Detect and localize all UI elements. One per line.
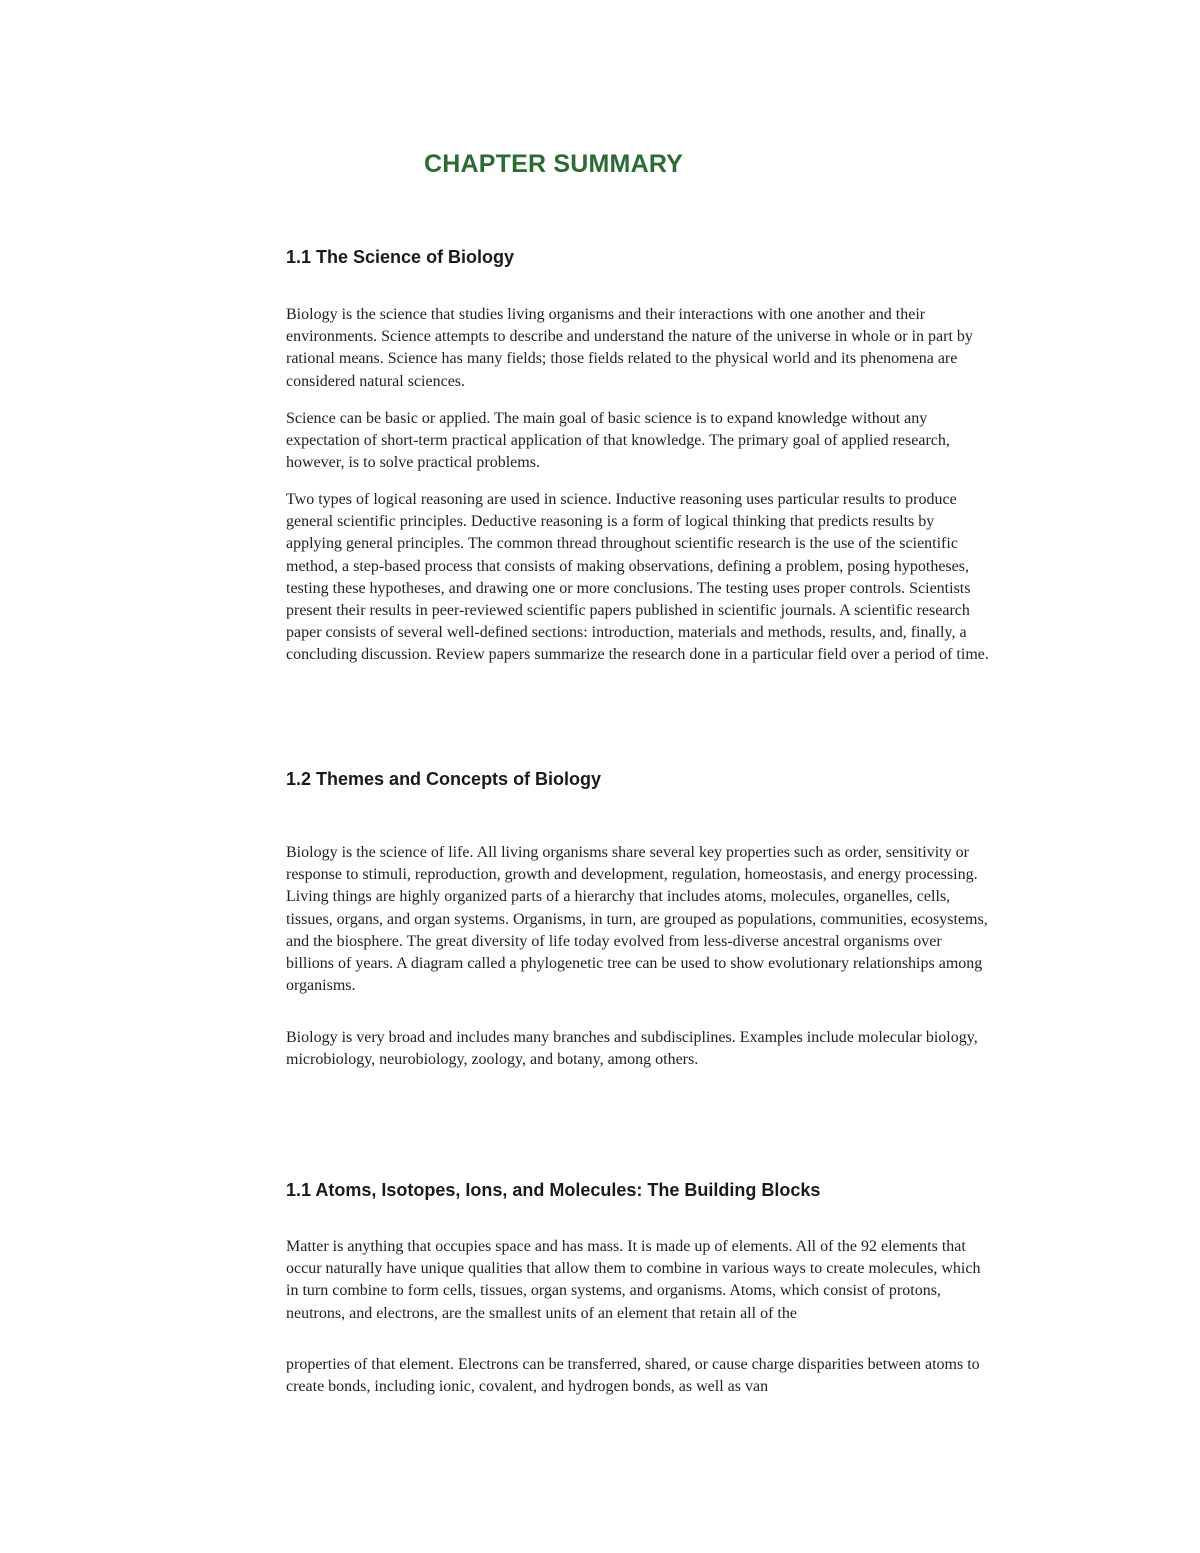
section-heading-3: 1.1 Atoms, Isotopes, Ions, and Molecules: The Building Blocks	[286, 1180, 821, 1200]
section-2-paragraph-1: Biology is the science of life. All living organisms share several key properties such as order, sensitivity or response to stimuli, reproduction, growth and development, regulation, homeostasis, and energy processing. Living things are highly organized parts of a hierarchy that includes atoms, molecules, organelles, cells, tissues, organs, and organ systems. Organisms, in turn, are grouped as populations, communities, ecosystems, and the biosphere. The great diversity of life today evolved from less-diverse ancestral organisms over billions of years. A diagram called a phylogenetic tree can be used to show evolutionary relationships among organisms.	[286, 844, 988, 995]
section-1-paragraph-3: Two types of logical reasoning are used in science. Inductive reasoning uses particular results to produce general scientific principles. Deductive reasoning is a form of logical thinking that predicts results by applying general principles. The common thread throughout scientific research is the use of the scientific method, a step-based process that consists of making observations, defining a problem, posing hypotheses, testing these hypotheses, and drawing one or more conclusions. The testing uses proper controls. Scientists present their results in peer-reviewed scientific papers published in scientific journals. A scientific research paper consists of several well-defined sections: introduction, materials and methods, results, and, finally, a concluding discussion. Review papers summarize the research done in a particular field over a period of time.	[286, 491, 989, 664]
section-heading-2: 1.2 Themes and Concepts of Biology	[286, 769, 602, 789]
section-3-paragraph-1: Matter is anything that occupies space and has mass. It is made up of elements. All of the 92 elements that occur naturally have unique qualities that allow them to combine in various ways to create molecules, which in turn combine to form cells, tissues, organ systems, and organisms. Atoms, which consist of protons, neutrons, and electrons, are the smallest units of an element that retain all of the	[286, 1238, 981, 1322]
chapter-title: CHAPTER SUMMARY	[424, 150, 684, 178]
section-2-paragraph-2: Biology is very broad and includes many branches and subdisciplines. Examples include molecular biology, microbiology, neurobiology, zoology, and botany, among others.	[286, 1029, 978, 1069]
section-3-paragraph-2: properties of that element. Electrons can be transferred, shared, or cause charge disparities between atoms to create bonds, including ionic, covalent, and hydrogen bonds, as well as van	[286, 1356, 980, 1396]
section-1-paragraph-2: Science can be basic or applied. The main goal of basic science is to expand knowledge without any expectation of short-term practical application of that knowledge. The primary goal of applied research, however, is to solve practical problems.	[286, 410, 950, 472]
section-heading-1: 1.1 The Science of Biology	[286, 247, 515, 267]
section-1-paragraph-1: Biology is the science that studies living organisms and their interactions with one another and their environments. Science attempts to describe and understand the nature of the universe in whole or in part by rational means. Science has many fields; those fields related to the physical world and its phenomena are considered natural sciences.	[286, 306, 973, 390]
